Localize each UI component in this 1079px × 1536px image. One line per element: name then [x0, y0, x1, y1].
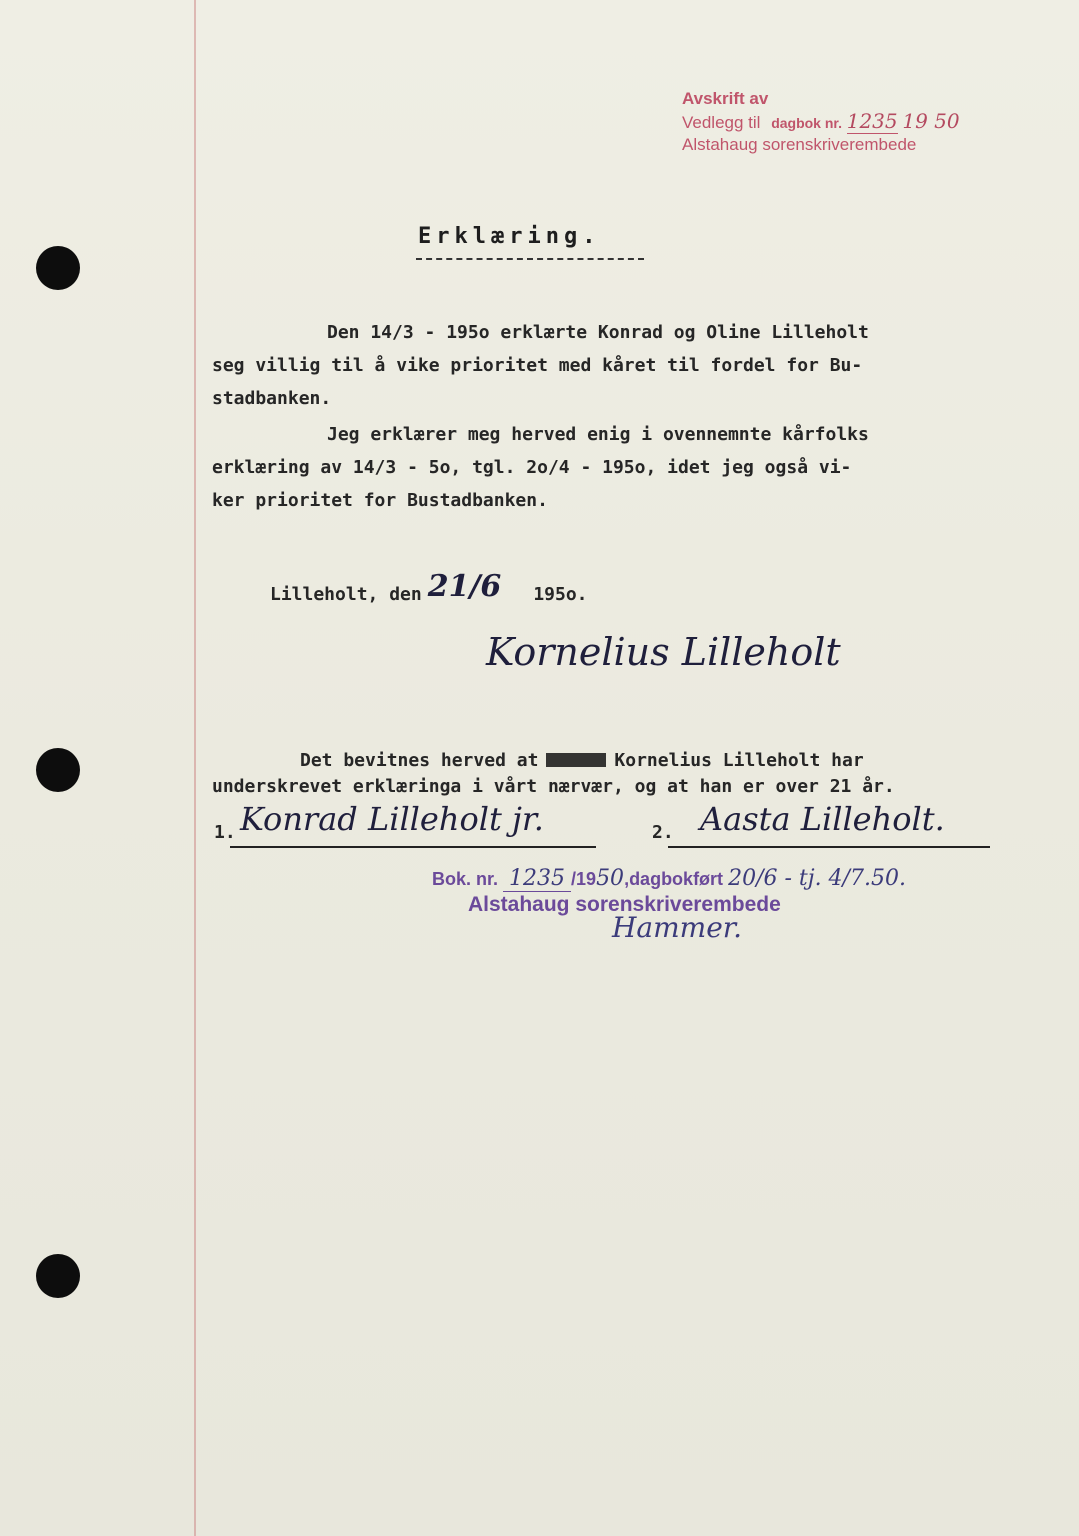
stamp-top-line2: Vedlegg til: [682, 113, 761, 132]
struck-out-text: [546, 753, 606, 767]
stamp-bottom-office: Alstahaug sorenskriverembede: [468, 893, 781, 916]
main-signature: Kornelius Lilleholt: [486, 630, 841, 674]
stamp-top-office: Alstahaug sorenskriverembede: [682, 135, 917, 154]
punch-hole-bottom: [36, 1254, 80, 1298]
stamp-top-dagbok-label: dagbok nr.: [771, 115, 842, 131]
place-date-prefix: Lilleholt, den: [270, 584, 422, 605]
stamp-top-dagbok-number: 1235: [846, 109, 898, 133]
witness2-number: 2.: [652, 822, 674, 843]
stamp-bottom: [432, 866, 906, 944]
para1-line2: seg villig til å vike prioritet med kåret til fordel for Bu-: [212, 355, 863, 376]
place-date-hand: 21/6: [427, 569, 502, 604]
title-underline: [416, 258, 644, 260]
para1-line1: Den 14/3 - 195o erklærte Konrad og Oline Lilleholt: [327, 322, 869, 343]
para2-line3: ker prioritet for Bustadbanken.: [212, 490, 548, 511]
stamp-bottom-signature: Hammer.: [612, 911, 742, 944]
punch-hole-middle: [36, 748, 80, 792]
para1-line3: stadbanken.: [212, 388, 332, 409]
stamp-bottom-bok-number: 1235: [503, 866, 571, 892]
stamp-top-line1: Avskrift av: [682, 89, 769, 108]
document-title: Erklæring.: [418, 224, 601, 249]
stamp-bottom-year-prefix: /19: [571, 869, 597, 889]
place-date: [270, 569, 588, 611]
witness1-signature: Konrad Lilleholt jr.: [240, 800, 544, 838]
stamp-bottom-year: 50: [596, 866, 625, 891]
stamp-top-year: 19 50: [902, 109, 960, 133]
para2-line1: Jeg erklærer meg herved enig i ovennemnte kårfolks: [327, 424, 869, 445]
witness-line2: underskrevet erklæringa i vårt nærvær, og at han er over 21 år.: [212, 776, 895, 797]
witness2-line: [668, 846, 990, 848]
place-date-year: 195o.: [533, 584, 588, 605]
stamp-bottom-dagbokfort-date: 20/6 - tj. 4/7.50.: [728, 866, 906, 891]
para2-line2: erklæring av 14/3 - 5o, tgl. 2o/4 - 195o, idet jeg også vi-: [212, 457, 852, 478]
punch-hole-top: [36, 246, 80, 290]
stamp-bottom-row1: [432, 866, 906, 891]
stamp-top: [682, 88, 960, 156]
witness1-number: 1.: [214, 822, 236, 843]
stamp-bottom-bok-label: Bok. nr.: [432, 869, 499, 889]
stamp-top-row2: [682, 110, 960, 134]
stamp-bottom-dagbokfort-label: ,dagbokført: [624, 869, 724, 889]
witness2-signature: Aasta Lilleholt.: [700, 800, 945, 838]
margin-line: [194, 0, 196, 1536]
witness1-line: [230, 846, 596, 848]
witness-line1-start: Det bevitnes herved at: [300, 750, 539, 771]
witness-line1-end: Kornelius Lilleholt har: [614, 750, 864, 771]
